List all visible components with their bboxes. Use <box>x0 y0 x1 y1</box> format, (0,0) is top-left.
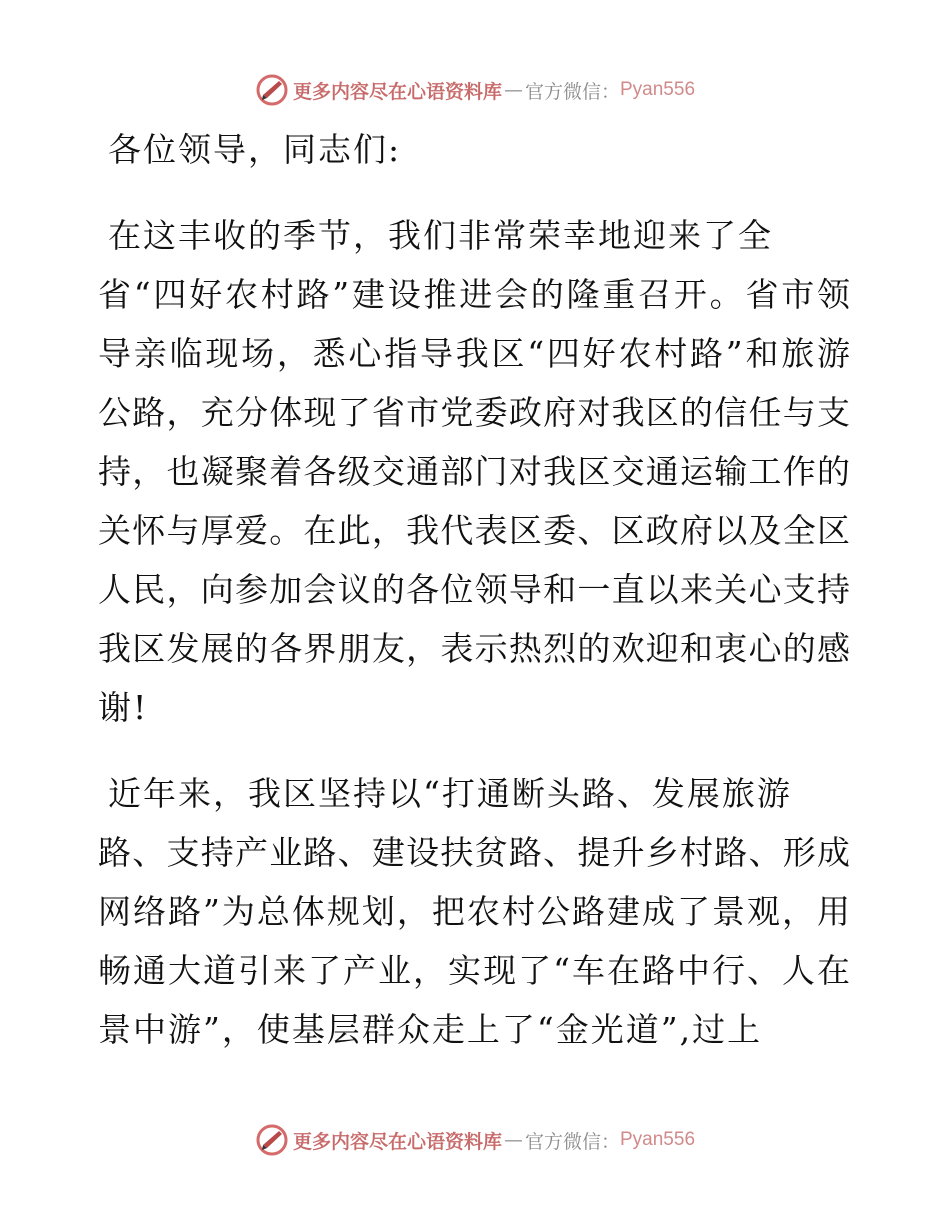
paragraph-2-line: 近年来，我区坚持以“打通断头路、发展旅游 <box>108 774 792 813</box>
greeting: 各位领导，同志们: <box>108 130 402 169</box>
paragraph-2-line: 景中游”，使基层群众走上了“金光道”,过上 <box>98 1010 763 1049</box>
paragraph-2-line: 畅通大道引来了产业，实现了“车在路中行、人在 <box>98 951 850 990</box>
paragraph-1-line: 导亲临现场，悉心指导我区“四好农村路”和旅游 <box>98 334 850 373</box>
header-wechat-account: Pyan556 <box>620 79 696 100</box>
footer-separator: — <box>503 1129 523 1151</box>
footer-wechat-account: Pyan556 <box>620 1129 696 1150</box>
paragraph-1-line: 在这丰收的季节，我们非常荣幸地迎来了全 <box>108 216 773 255</box>
brand-logo-icon <box>255 73 289 107</box>
paragraph-2-line: 网络路”为总体规划，把农村公路建成了景观，用 <box>98 892 850 931</box>
header-brand-text: 更多内容尽在心语资料库 <box>292 80 502 103</box>
header-banner <box>0 70 950 110</box>
brand-logo-icon <box>255 1123 289 1157</box>
footer-banner <box>0 1120 950 1160</box>
paragraph-1-line: 我区发展的各界朋友，表示热烈的欢迎和衷心的感 <box>98 629 850 668</box>
paragraph-1-line: 谢! <box>98 688 149 727</box>
header-separator: — <box>503 79 523 101</box>
paragraph-1-line: 持，也凝聚着各级交通部门对我区交通运输工作的 <box>98 452 850 491</box>
footer-wechat-label: 官方微信： <box>524 1130 620 1153</box>
footer-brand-text: 更多内容尽在心语资料库 <box>292 1130 502 1153</box>
paragraph-2 <box>98 764 850 1059</box>
paragraph-1-line: 公路，充分体现了省市党委政府对我区的信任与支 <box>98 393 850 432</box>
header-wechat-label: 官方微信： <box>524 80 620 103</box>
paragraph-2-line: 路、支持产业路、建设扶贫路、提升乡村路、形成 <box>98 833 850 872</box>
paragraph-1-line: 关怀与厚爱。在此，我代表区委、区政府以及全区 <box>98 511 850 550</box>
paragraph-1 <box>98 206 850 737</box>
paragraph-1-line: 人民，向参加会议的各位领导和一直以来关心支持 <box>98 570 850 609</box>
document-body <box>98 120 850 1059</box>
paragraph-1-line: 省“四好农村路”建设推进会的隆重召开。省市领 <box>98 275 850 314</box>
